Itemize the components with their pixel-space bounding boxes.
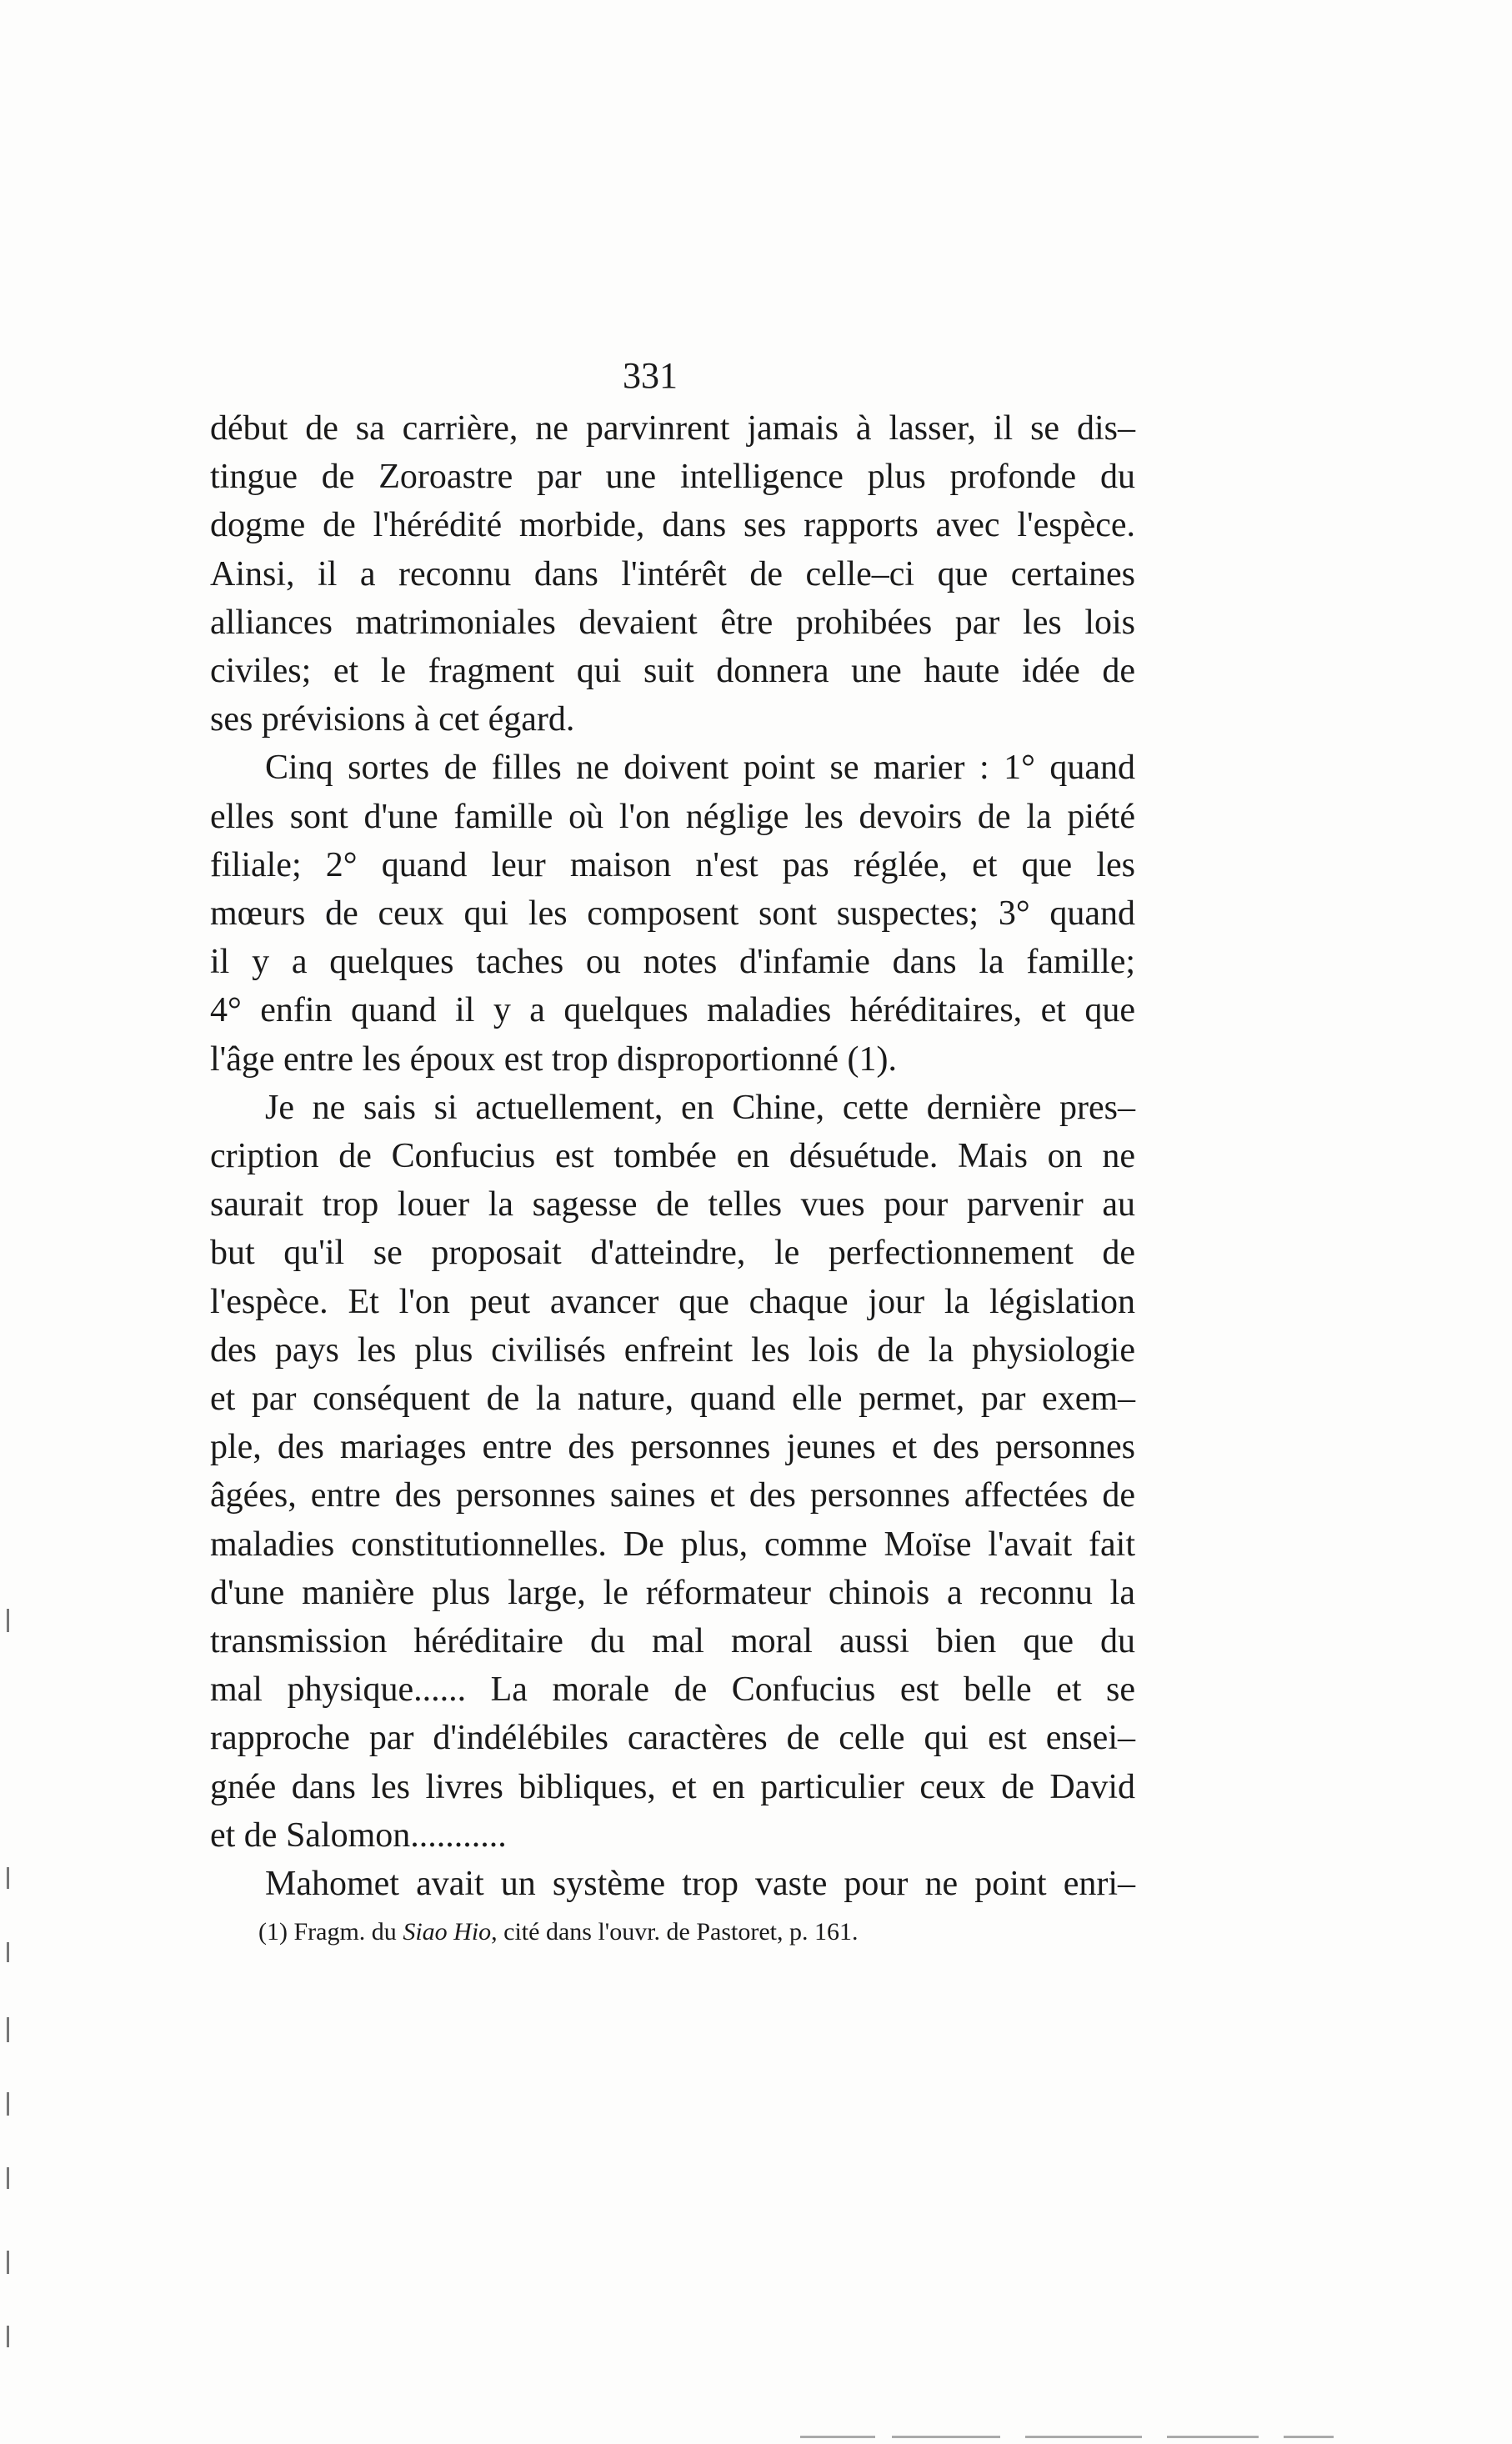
text-line: filiale; 2° quand leur maison n'est pas réglée, et que les — [210, 845, 1135, 884]
scan-mark — [1284, 2436, 1334, 2438]
text-line: maladies constitutionnelles. De plus, comme Moïse l'avait fait — [210, 1525, 1135, 1564]
scan-mark — [7, 1942, 9, 1962]
text-line: début de sa carrière, ne parvinrent jamais à lasser, il se dis– — [210, 409, 1135, 448]
scan-mark — [7, 2167, 9, 2189]
scan-mark — [7, 2017, 9, 2042]
text-line: et par conséquent de la nature, quand elle permet, par exem– — [210, 1380, 1135, 1419]
text-line: cription de Confucius est tombée en désuétude. Mais on ne — [210, 1137, 1135, 1176]
text-line: et de Salomon........... — [210, 1815, 507, 1855]
text-line: saurait trop louer la sagesse de telles vues pour parvenir au — [210, 1185, 1135, 1225]
text-line: alliances matrimoniales devaient être prohibées par les lois — [210, 603, 1135, 642]
footnote-text: (1) Fragm. du — [258, 1918, 403, 1946]
body-text — [210, 404, 1135, 1908]
text-line: 4° enfin quand il y a quelques maladies héréditaires, et que — [210, 991, 1135, 1030]
text-line: mœurs de ceux qui les composent sont suspectes; 3° quand — [210, 894, 1135, 934]
text-line: elles sont d'une famille où l'on néglige les devoirs de la piété — [210, 797, 1135, 836]
scan-mark — [7, 1867, 9, 1889]
scan-mark — [7, 2092, 9, 2116]
text-line: Je ne sais si actuellement, en Chine, cette dernière pres– — [265, 1088, 1135, 1127]
text-line: l'espèce. Et l'on peut avancer que chaque jour la législation — [210, 1282, 1135, 1321]
footnote-text-end: , cité dans l'ouvr. de Pastoret, p. 161. — [491, 1918, 859, 1946]
scan-mark — [7, 2251, 9, 2274]
text-line: âgées, entre des personnes saines et des personnes affectées de — [210, 1476, 1135, 1515]
text-line: Cinq sortes de filles ne doivent point se marier : 1° quand — [265, 749, 1135, 788]
scan-mark — [800, 2436, 875, 2438]
text-line: but qu'il se proposait d'atteindre, le perfectionnement de — [210, 1234, 1135, 1273]
text-line: Ainsi, il a reconnu dans l'intérêt de celle–ci que certaines — [210, 554, 1135, 593]
text-line: civiles; et le fragment qui suit donnera une haute idée de — [210, 652, 1135, 691]
text-line: mal physique...... La morale de Confucius est belle et se — [210, 1670, 1135, 1710]
footnote — [258, 1916, 1184, 1949]
text-line: Mahomet avait un système trop vaste pour ne point enri– — [265, 1865, 1135, 1904]
footnote-title: Siao Hio — [403, 1918, 492, 1946]
text-line: d'une manière plus large, le réformateur chinois a reconnu la — [210, 1573, 1135, 1612]
text-line: ses prévisions à cet égard. — [210, 700, 575, 739]
scan-mark — [7, 2326, 9, 2347]
scan-mark — [1167, 2436, 1259, 2438]
text-line: ple, des mariages entre des personnes jeunes et des personnes — [210, 1428, 1135, 1467]
text-line: dogme de l'hérédité morbide, dans ses rapports avec l'espèce. — [210, 506, 1135, 545]
text-line: transmission héréditaire du mal moral aussi bien que du — [210, 1622, 1135, 1661]
text-line: gnée dans les livres bibliques, et en particulier ceux de David — [210, 1767, 1135, 1806]
scan-mark — [892, 2436, 1000, 2438]
text-line: des pays les plus civilisés enfreint les lois de la physiologie — [210, 1330, 1135, 1370]
text-line: tingue de Zoroastre par une intelligence plus profonde du — [210, 458, 1135, 497]
text-line: rapproche par d'indélébiles caractères de celle qui est ensei– — [210, 1719, 1135, 1758]
scan-mark — [1025, 2436, 1142, 2438]
page-number: 331 — [623, 355, 678, 396]
text-line: l'âge entre les époux est trop disproportionné (1). — [210, 1039, 898, 1079]
text-line: il y a quelques taches ou notes d'infamie dans la famille; — [210, 943, 1135, 982]
scan-mark — [7, 1609, 9, 1632]
